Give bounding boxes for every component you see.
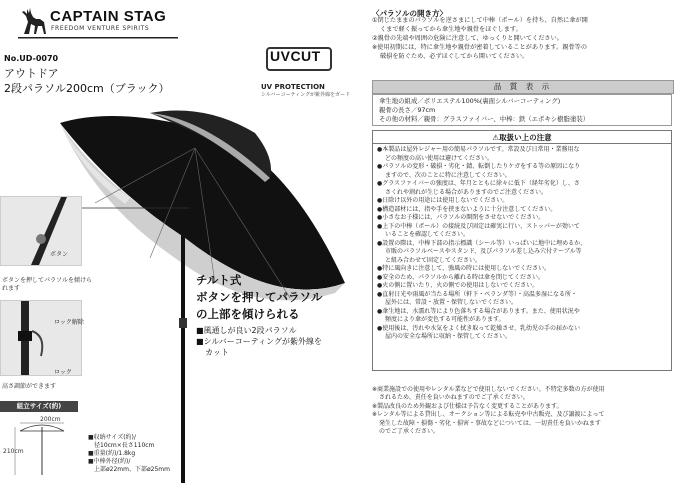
footnote-line: ※商業施設での使用やレンタル業などで使用しないでください。不特定多数の方が使用 (372, 386, 605, 393)
caution-line: どの頻度の高い使用は避けてください。 (385, 154, 494, 162)
caution-line: ●直射日光や雨風が当たる場所（軒下・ベランダ等）・高温多湿になる所・ (377, 290, 577, 298)
caution-line: ●火の側に置いたり、火の側での使用はしないでください。 (377, 282, 539, 289)
button-label: ボタン (50, 251, 69, 258)
caution-line: ●小さなお子様には、パラソルの開閉をさせないでください。 (377, 214, 545, 221)
size-width: 200cm (40, 416, 61, 423)
caution-line: ●グラスファイバーの強度は、年月とともに徐々に低下（経年劣化）し、さ (377, 180, 580, 187)
tilt-button-detail (0, 196, 82, 266)
caution-line: ●傘生地は、水濡れ等により色落ちする場合があります。また、使用状況や (377, 307, 580, 315)
caution-line: ますので、次のことに特に注意してください。 (385, 171, 511, 179)
spec-item: ■中棒外径(約)/ (88, 458, 131, 465)
size-height: 210cm (3, 448, 24, 455)
feature-item: カット (205, 348, 229, 357)
brand-tagline: FREEDOM VENTURE SPIRITS (51, 25, 150, 32)
callout-line2: ボタンを押してパラソル (196, 290, 323, 304)
tilt-callout (196, 272, 323, 323)
instruction-line: ②親骨の先端や周囲の危険に注意して、ゆっくりと開いてください。 (372, 35, 563, 42)
caution-line: 頻度により傘が変色する可能性があります。 (385, 316, 505, 323)
caution-line: 市販のパラソルベースやスタンド、及びパラソル差し込み穴付テーブル等 (385, 248, 582, 255)
footnote-line: 発生した故障・損傷・劣化・損害・事故などについては、一切責任を負いかねます (379, 419, 601, 427)
quality-line: 傘生地の組成／ポリエステル100%(裏面シルバーコーティング) (379, 97, 561, 105)
callout-leader-line (80, 205, 210, 245)
lock-label: ロック (54, 369, 72, 376)
callout-line3: の上部を傾けられる (196, 307, 300, 321)
lock-release-label: ロック解除 (54, 319, 84, 326)
footnote-line: ※レンタル等による貸出し、オークション等による転売や中古販売、及び譲渡によって (372, 411, 605, 419)
spec-item: 上部ø22mm、下部ø25mm (94, 466, 170, 473)
instruction-line: ※使用初期には、特に傘生地や親骨が密着していることがあります。親骨等の (372, 44, 588, 51)
caution-line: 屋外には、常設・放置・保管しないでください。 (385, 299, 518, 306)
caution-line: ●日除け以外の用途には使用しないでください。 (377, 197, 509, 204)
instruction-line: 破損を防ぐため、必ずほぐしてから開いてください。 (380, 53, 529, 60)
caution-line: ●使用後は、汚れや水気をよく拭き取って乾燥させ、乳幼児の手の届かない (377, 324, 581, 332)
uv-protection-heading: UV PROTECTION (261, 83, 325, 91)
caution-line: いることを確認してください。 (385, 231, 470, 238)
assembled-size-header: 組立サイズ(約) (0, 401, 78, 412)
quality-line: その他の材料／親骨：グラスファイバー、中棒：鉄（エポキシ樹脂塗装） (379, 115, 590, 123)
caution-line: ●特に風向きに注意して、強風の時には使用しないでください。 (377, 265, 551, 272)
tilt-caption: ボタンを押してパラソルを傾けられます (2, 277, 93, 292)
caution-line: ●安全のため、パラソルから離れる時は傘を閉じてください。 (377, 273, 544, 281)
uv-cut-text: UVCUT (270, 48, 321, 64)
feature-item: ■シルバーコーティングが紫外線を (196, 337, 322, 346)
quality-label-header: 品 質 表 示 (372, 80, 674, 94)
caution-line: 屋内の安全な場所に収納・保管してください。 (385, 333, 512, 340)
spec-list (88, 434, 208, 474)
caution-line: ●上下の中棒（ポール）の接続及び固定は確実に行い、ストッパーが効いて (377, 222, 580, 230)
model-number: No.UD-0070 (4, 54, 59, 63)
spec-item: ■重量(約)/1.8kg (88, 450, 136, 457)
caution-line: ●設置の際は、中棒下部の指示標識（シール等）いっぱいに地中に埋めるか、 (377, 239, 587, 247)
footnote-line: されるため、責任を負いかねますのでご了承ください。 (379, 394, 529, 402)
footnotes (372, 386, 672, 436)
quality-label (372, 94, 672, 126)
instruction-line: くまで軽く振ってから傘生地や親骨をほぐします。 (380, 26, 522, 33)
footnote-line: のでご了承ください。 (379, 428, 440, 436)
opening-instructions-header: 〈パラソルの開き方〉 (372, 9, 447, 18)
quality-line: 親骨の長さ／97cm (379, 106, 436, 114)
callout-line1: チルト式 (196, 273, 242, 287)
height-caption: 高さ調節ができます (2, 383, 57, 390)
opening-instructions (372, 16, 672, 61)
caution-line: と組み合わせて固定してください。 (385, 256, 482, 264)
footnote-line: ※製品改良のため外観および仕様は予告なく変更することがあります。 (372, 402, 563, 410)
uv-protection-sub: シルバーコーティングが紫外線をガード (261, 92, 351, 98)
brand-name: CAPTAIN STAG (50, 8, 167, 25)
caution-line: ●本製品は屋外レジャー用の簡易パラソルです。常設及び日常用・業務用な (377, 146, 580, 153)
feature-item: ■風通しが良い2段パラソル (196, 326, 297, 335)
caution-line: ●パラソルの変形・破損・劣化・錆、転倒したりケガをする等の原因になり (377, 163, 581, 170)
instruction-line: ①閉じたままのパラソルを逆さまにして中棒（ポール）を持ち、自然に傘が開 (372, 17, 588, 24)
spec-item: 径10cm×長さ110cm (94, 442, 155, 449)
feature-list (196, 325, 366, 358)
caution-line: さくれや割れが生じる場合がありますのでご注意ください。 (385, 188, 548, 196)
caution-line: ●構造部材には、指や手を挟まないように十分注意してください。 (377, 205, 557, 213)
product-title-line1: アウトドア (4, 67, 59, 80)
handling-cautions (372, 143, 672, 371)
handling-cautions-header: ⚠取扱い上の注意 (372, 130, 672, 143)
height-lock-detail (0, 300, 82, 376)
product-title-line2: 2段パラソル200cm（ブラック） (4, 82, 170, 95)
spec-item: ■収納サイズ(約)/ (88, 434, 136, 441)
